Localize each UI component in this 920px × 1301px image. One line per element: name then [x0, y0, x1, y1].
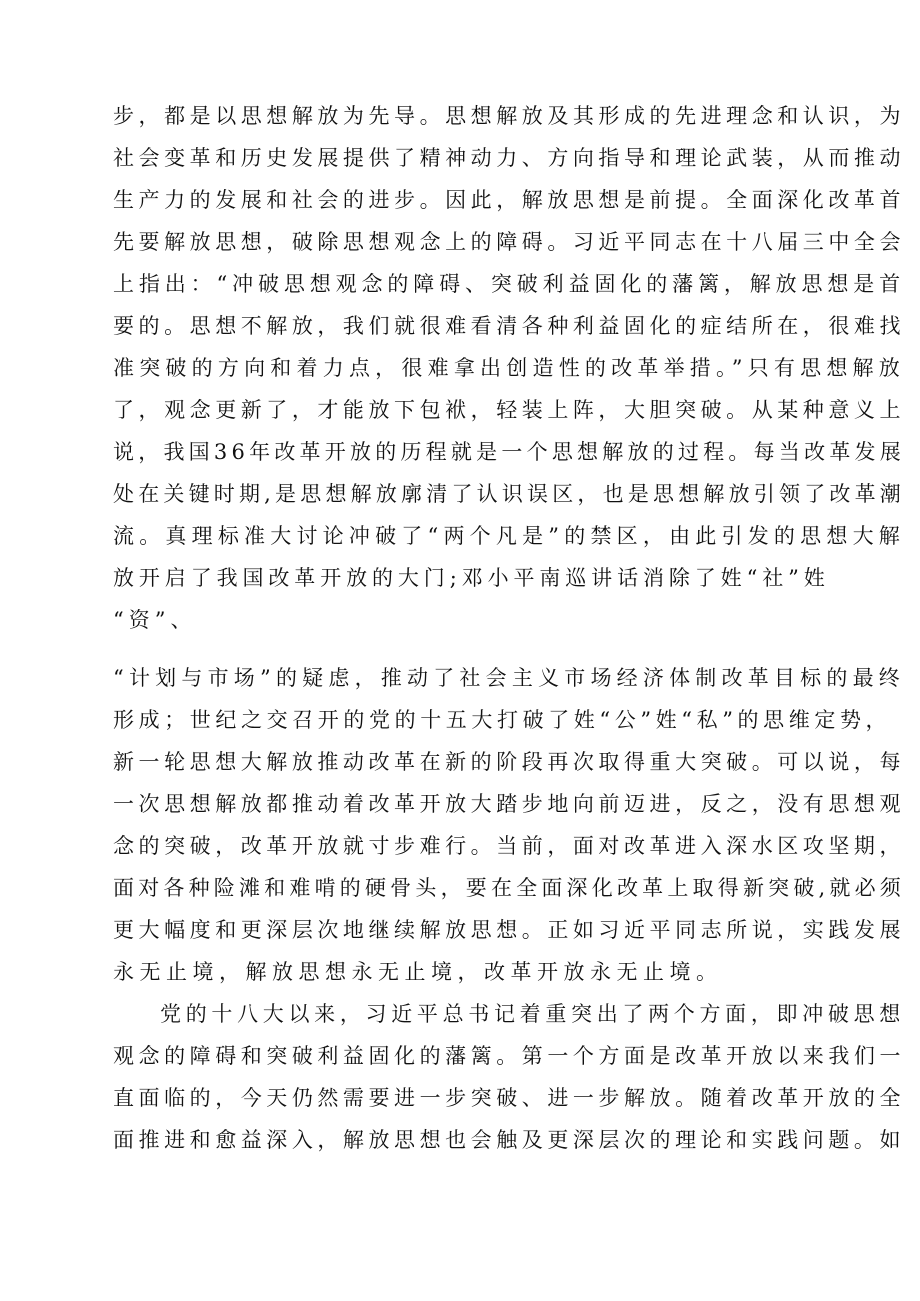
text-line-2: 社会变革和历史发展提供了精神动力、方向指导和理论武装，从而推动	[113, 146, 905, 170]
text-line-7: 准突破的方向和着力点，很难拿出创造性的改革举措。”只有思想解放	[113, 356, 905, 380]
text-line-24: 直面临的，今天仍然需要进一步突破、进一步解放。随着改革开放的全	[113, 1086, 905, 1110]
text-line-8: 了，观念更新了，才能放下包袱，轻装上阵，大胆突破。从某种意义上	[113, 398, 905, 422]
text-line-19: 面对各种险滩和难啃的硬骨头，要在全面深化改革上取得新突破,就必须	[113, 876, 905, 900]
text-line-5: 上指出：“冲破思想观念的障碍、突破利益固化的藩篱，解放思想是首	[113, 272, 905, 296]
text-line-23: 观念的障碍和突破利益固化的藩篱。第一个方面是改革开放以来我们一	[113, 1044, 905, 1068]
text-line-17: 一次思想解放都推动着改革开放大踏步地向前迈进，反之，没有思想观	[113, 792, 905, 816]
text-line-6: 要的。思想不解放，我们就很难看清各种利益固化的症结所在，很难找	[113, 314, 905, 338]
text-line-25: 面推进和愈益深入，解放思想也会触及更深层次的理论和实践问题。如	[113, 1128, 905, 1152]
text-line-21: 永无止境，解放思想永无止境，改革开放永无止境。	[113, 960, 723, 984]
text-line-10: 处在关键时期,是思想解放廓清了认识误区，也是思想解放引领了改革潮	[113, 482, 905, 506]
text-line-11: 流。真理标准大讨论冲破了“两个凡是”的禁区，由此引发的思想大解	[113, 524, 905, 548]
text-line-16: 新一轮思想大解放推动改革在新的阶段再次取得重大突破。可以说，每	[113, 750, 905, 774]
text-line-15: 形成；世纪之交召开的党的十五大打破了姓“公”姓“私”的思维定势，	[113, 708, 892, 732]
text-line-9: 说，我国36年改革开放的历程就是一个思想解放的过程。每当改革发展	[113, 440, 905, 464]
text-line-20: 更大幅度和更深层次地继续解放思想。正如习近平同志所说，实践发展	[113, 918, 905, 942]
text-line-18: 念的突破，改革开放就寸步难行。当前，面对改革进入深水区攻坚期，	[113, 834, 905, 858]
text-line-14: “计划与市场”的疑虑，推动了社会主义市场经济体制改革目标的最终	[113, 666, 905, 690]
text-line-22: 党的十八大以来，习近平总书记着重突出了两个方面，即冲破思想	[160, 1002, 905, 1026]
text-line-12: 放开启了我国改革开放的大门;邓小平南巡讲话消除了姓“社”姓	[113, 566, 830, 590]
text-line-1: 步，都是以思想解放为先导。思想解放及其形成的先进理念和认识，为	[113, 104, 905, 128]
text-line-3: 生产力的发展和社会的进步。因此，解放思想是前提。全面深化改革首	[113, 188, 905, 212]
text-line-13: “资”、	[113, 608, 197, 632]
text-line-4: 先要解放思想，破除思想观念上的障碍。习近平同志在十八届三中全会	[113, 230, 905, 254]
